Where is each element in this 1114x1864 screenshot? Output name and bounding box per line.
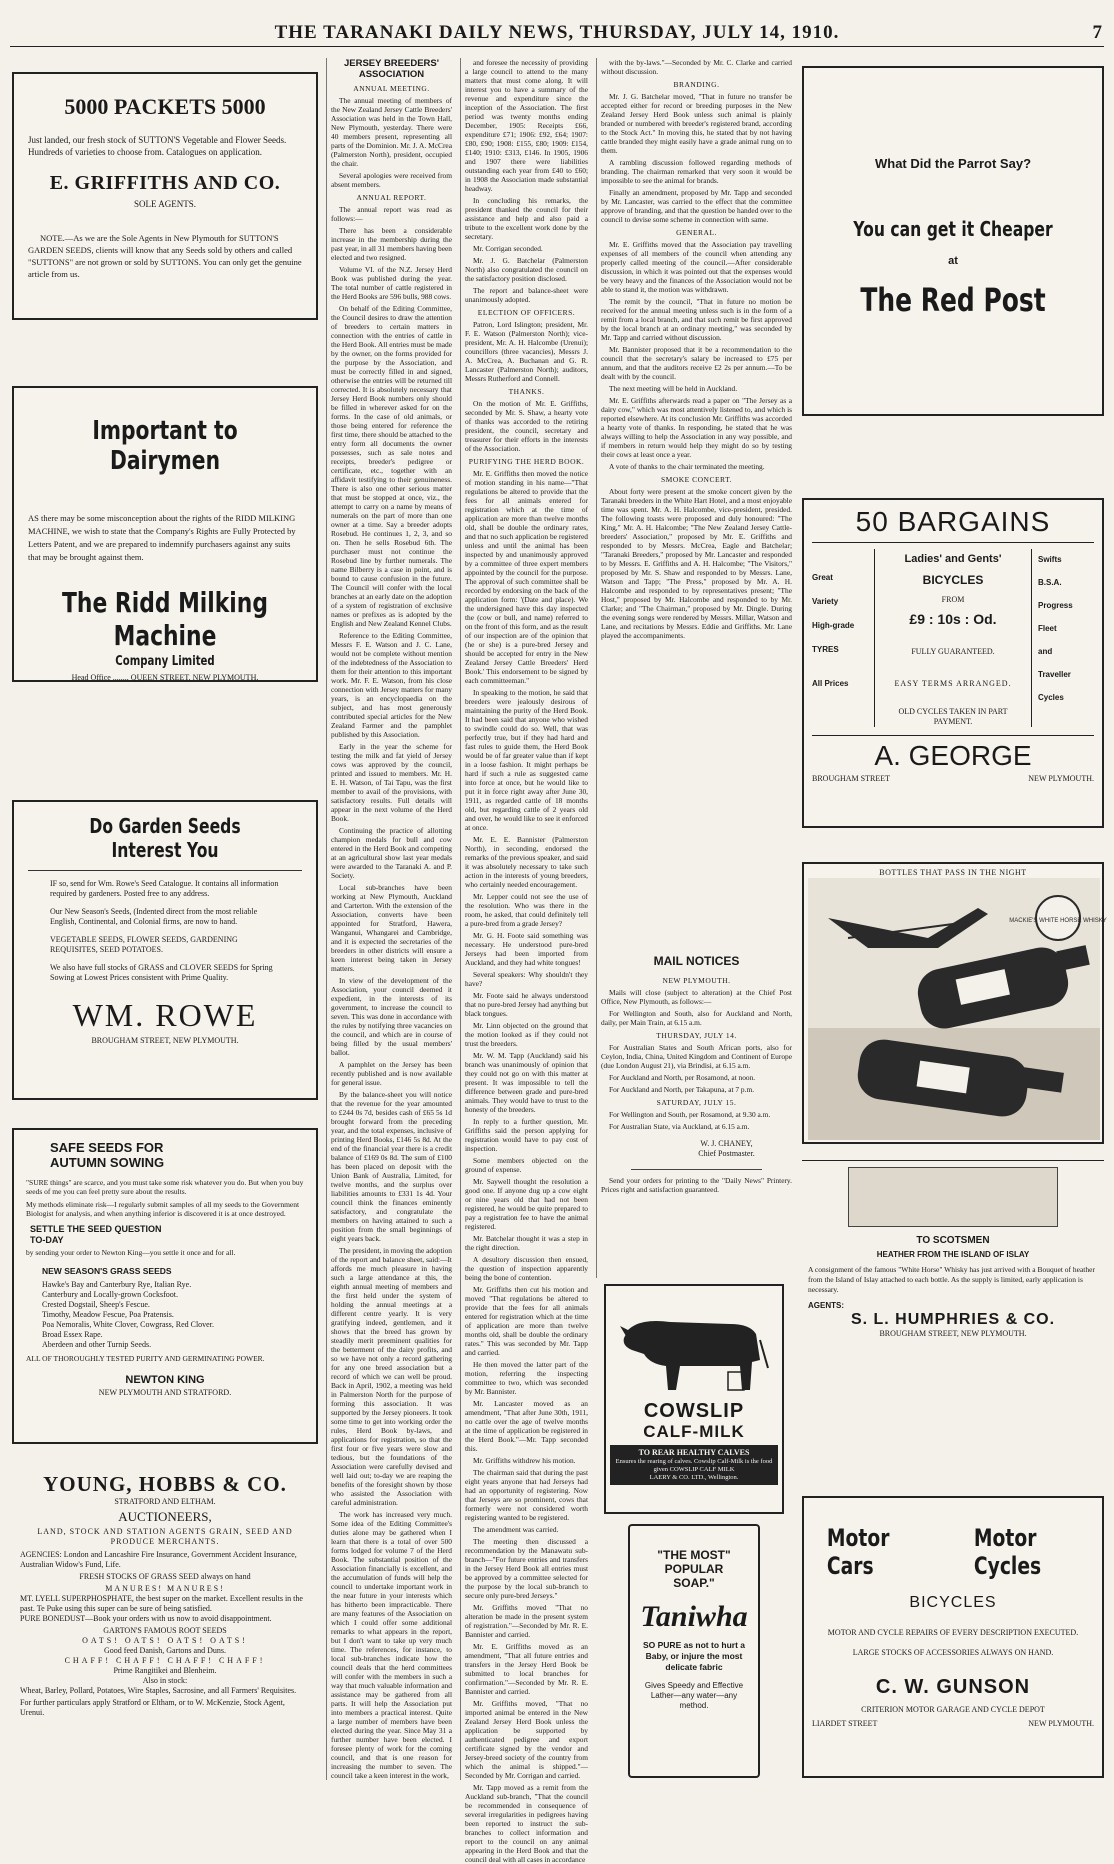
ad-line: LAND, STOCK AND STATION AGENTS GRAIN, SEED AND PRODUCE MERCHANTS. bbox=[37, 1527, 293, 1546]
whisky-tagline: BOTTLES THAT PASS IN THE NIGHT bbox=[879, 868, 1027, 877]
list-item: Canterbury and Locally-grown Cocksfoot. bbox=[42, 1290, 178, 1299]
article-para: Several apologies were received from absent members. bbox=[331, 171, 452, 189]
ad-line: FRESH STOCKS OF GRASS SEED always on hand bbox=[79, 1572, 251, 1581]
article-para: Reference to the Editing Committee, Messrs F. E. Watson and J. C. Lane, would not be complete without mention of the indebtedness of the Association to them for their attention to this important work. Mr. F. E. Watson, from his close connection with Jersey matters for many years, is an encyclopaedia on the subject, and has most generously contributed special articles for the New Zealand Farmer and the pamphlet published by this Association. bbox=[331, 631, 452, 739]
whisky-label: MACKIE'S WHITE HORSE WHISKY bbox=[1009, 918, 1107, 924]
article-para: A vote of thanks to the chair terminated the meeting. bbox=[609, 462, 765, 471]
mail-title: MAIL NOTICES bbox=[653, 954, 740, 968]
article-para: Mr. Saywell thought the resolution a good one. If anyone dug up a cow eight or nine years old that had not been registered, he would be quite prepared to pay a registration fee to have the animal registered. bbox=[465, 1177, 588, 1231]
list-item: High-grade bbox=[812, 621, 855, 630]
list-item: Traveller bbox=[1038, 670, 1071, 679]
guarantee-3: OLD CYCLES TAKEN IN PART PAYMENT. bbox=[898, 707, 1008, 726]
bicycle-right-list bbox=[1032, 549, 1094, 727]
rule bbox=[28, 870, 302, 871]
article-para: A desultory discussion then ensued, the question of inspection apparently being the bone of contention. bbox=[465, 1255, 588, 1282]
list-item: Aberdeen and other Turnip Seeds. bbox=[42, 1340, 152, 1349]
mail-notices bbox=[596, 948, 796, 1278]
soap-para: Gives Speedy and Effective Lather—any water—any method. bbox=[644, 1681, 744, 1710]
list-item: Hawke's Bay and Canterbury Rye, Italian Rye. bbox=[42, 1280, 192, 1289]
postmaster-name: W. J. CHANEY, bbox=[700, 1139, 753, 1148]
product-sub: TO REAR HEALTHY CALVES bbox=[638, 1448, 750, 1457]
list-item: Cycles bbox=[1038, 693, 1064, 702]
article-para: Finally an amendment, proposed by Mr. Tapp and seconded by Mr. Lancaster, was carried to the effect that the committee approve of branding, and that the question be handed over to the council to devise some scheme in connection with same. bbox=[601, 188, 792, 224]
mail-para: For Auckland and North, per Takapuna, at 7 p.m. bbox=[609, 1085, 755, 1094]
ad-sub: HEATHER FROM THE ISLAND OF ISLAY bbox=[876, 1250, 1030, 1259]
heading-motor-cars: Motor Cars bbox=[826, 1524, 890, 1580]
ad-cowslip bbox=[604, 1284, 784, 1514]
soap-head-1: "THE MOST" bbox=[657, 1548, 731, 1562]
article-para: Mr. Bannister proposed that it be a recommendation to the council that the secretary's salary be increased to £75 per annum, and that the auditors receive £2 2s per annum.—To be dealt with by the council. bbox=[601, 345, 792, 381]
printery-notice: Send your orders for printing to the "Daily News" Printery. Prices right and satisfaction guaranteed. bbox=[601, 1176, 792, 1194]
ad-white-horse-whisky bbox=[802, 862, 1107, 1144]
bicycle-left-list bbox=[812, 549, 874, 727]
merchant-name: NEWTON KING bbox=[125, 1374, 205, 1386]
article-para: Mr. J. G. Batchelar (Palmerston North) also congratulated the council on the satisfactory position disclosed. bbox=[465, 256, 588, 283]
ad-para: We also have full stocks of GRASS and CLOVER SEEDS for Spring Sowing at Lowest Prices consistent with Prime Quality. bbox=[50, 963, 273, 982]
page-number: 7 bbox=[1092, 22, 1102, 43]
ad-subhead: SETTLE THE SEED QUESTION TO-DAY bbox=[30, 1224, 162, 1245]
soap-head-3: SOAP." bbox=[673, 1576, 715, 1590]
ad-para: My methods eliminate risk—I regularly submit samples of all my seeds to the Government Biologist for analysis, and when anything inferior is discovered it is at once destroyed. bbox=[26, 1200, 300, 1218]
ad-ridd-milking bbox=[12, 386, 318, 682]
article-title: JERSEY BREEDERS' ASSOCIATION bbox=[343, 58, 439, 80]
product-name-2: CALF-MILK bbox=[643, 1422, 745, 1441]
ad-red-post bbox=[802, 66, 1104, 416]
garage-name: CRITERION MOTOR GARAGE AND CYCLE DEPOT bbox=[861, 1705, 1045, 1714]
article-para: The meeting then discussed a recommendation by the Manawatu sub-branch—"For future entries and transfers in the Jersey Herd Book all entries must be approved by a committee selected for the purpose by the local sub-branch to secure only pure-bred Jerseys." bbox=[465, 1537, 588, 1600]
list-item: Timothy, Meadow Fescue, Poa Pratensis. bbox=[42, 1310, 174, 1319]
list-item: B.S.A. bbox=[1038, 578, 1062, 587]
ad-rowe-seeds bbox=[12, 800, 318, 1100]
mail-day: SATURDAY, JULY 15. bbox=[656, 1098, 737, 1107]
article-subhead: PURIFYING THE HERD BOOK. bbox=[468, 457, 585, 466]
seed-list bbox=[42, 1280, 304, 1350]
firm-role: AUCTIONEERS, bbox=[118, 1509, 212, 1524]
ad-head: TO SCOTSMEN bbox=[916, 1235, 990, 1246]
article-para: The work has increased very much. Some idea of the Editing Committee's duties alone may be gathered when I learn that there is a total of over 500 forms lodged for volume 7 of the Herd Book. The substantial position of the Association financially is excellent, and the accumulation of funds will help the council to undertake important work in the near future in your interests which has hitherto been impracticable. There are many features of the Association on which I could offer some additional remarks to what appears in the report, but I don't want to take up very much time. The references, for instance, to local sub-branches indicate how the council deals that the herd committees will confer with the members in such a way that much valuable information and assistance may be gathered from all parts. It will help the Association put into members a practical interest. Quite a large number of members have been elected during the year. Since May 31 a further number have been elected. I foresee plenty of work for the coming council, and that is one reason for increasing the number to seven. The council take a keen interest in the work, bbox=[331, 1510, 452, 1780]
product-firm: LAERY & CO. LTD., Wellington. bbox=[649, 1474, 739, 1481]
guarantee-2: EASY TERMS ARRANGED. bbox=[894, 679, 1012, 688]
article-para: Volume VI. of the N.Z. Jersey Herd Book was published during the year. The total number of cattle registered in the Herd Books are 596 bulls, 988 cows. bbox=[331, 265, 452, 301]
article-column-3 bbox=[596, 58, 796, 948]
article-para: Several speakers: Why shouldn't they have? bbox=[465, 970, 588, 988]
rule bbox=[631, 1169, 762, 1170]
article-para: Mr. Tapp moved as a remit from the Auckland sub-branch, "That the council be recommended in consequence of several irregularities in pedigrees having been reported to instruct the sub-branches to collect information and report to the council on any animal appearing in the Herd Book and that the council deal with all cases in accordance bbox=[465, 1783, 588, 1864]
article-para: Mr. E. Griffiths afterwards read a paper on "The Jersey as a dairy cow," which was most attentively listened to, and which is reported elsewhere. At its conclusion Mr. Griffiths was accorded a hearty vote of thanks. In responding, he stated that he was always willing to help the Association in any way possible, and if members in return would help they might do so by testing their cows at least once a year. bbox=[601, 396, 792, 459]
list-item: Crested Dogstail, Sheep's Fescue. bbox=[42, 1300, 150, 1309]
bicycle-center bbox=[874, 549, 1032, 727]
list-item: Variety bbox=[812, 597, 839, 606]
article-para: Mr. W. M. Tapp (Auckland) said his branch was unanimously of opinion that they could not go on with this matter at present. It was impossible to tell the difference between grade and pure-bred animals. They would have to trust to the honesty of the breeders. bbox=[465, 1051, 588, 1114]
ad-para: Our New Season's Seeds, (Indented direct from the most reliable English, Continental, and Colonial firms, are now to hand. bbox=[50, 907, 258, 926]
merchant-town: NEW PLYMOUTH. bbox=[1028, 1719, 1094, 1728]
list-item: TYRES bbox=[812, 645, 839, 654]
merchant-name: A. GEORGE bbox=[812, 735, 1094, 772]
article-para: Some members objected on the ground of expense. bbox=[465, 1156, 588, 1174]
ad-headline: 50 BARGAINS bbox=[812, 506, 1094, 543]
article-subhead: BRANDING. bbox=[673, 80, 720, 89]
ad-headline: 5000 PACKETS 5000 bbox=[64, 94, 266, 119]
ad-line: Also in stock: bbox=[142, 1676, 188, 1685]
article-para: Mr. E. Griffiths moved that the Association pay travelling expenses of all members of the council when attending any properly called meeting of the council.—After considerable discussion, in which it was pointed out that the expenses would be very heavy and the finances of the Association would not be able to stand it, the motion was withdrawn. bbox=[601, 240, 792, 294]
firm-name: YOUNG, HOBBS & CO. bbox=[43, 1472, 287, 1496]
mail-place: NEW PLYMOUTH. bbox=[662, 976, 731, 985]
ad-body-2: LARGE STOCKS OF ACCESSORIES ALWAYS ON HAND. bbox=[852, 1648, 1054, 1657]
machine-name: The Ridd Milking Machine bbox=[62, 586, 268, 652]
motor-headings bbox=[812, 1524, 1094, 1580]
article-para: On behalf of the Editing Committee, the Council desires to draw the attention of breeders to certain matters in connection with the entries of cattle in the Herd Book. All entries must be made by the owner, on the forms provided for the purpose by the Association, and must be correctly filled in and signed, otherwise the entries will be returned till corrected. It is absolutely necessary that Jersey Herd Book numbers only should be filled in wherever asked for on the forms. In the case of old animals, or those being entered for reference the first time, there should be attached to the entry form all documents the owner possesses, such as sale notes and receipts, breeder's pedigree or certificate, etc., together with an affidavit testifying to their genuineness. There is also one other serious matter that must be stopped at once, viz., the attempt to carry on a name by means of numerals on the part of more than one owner at a time. Say a breeder adopts Rosebud. He continues 1, 2, 3, and so on. Then he sells Rosebud 6th. The purchaser must not continue the Rosebud line by further numerals. The name Bilberry is a case in point, and is bound to cause confusion in the future. The Council will confer with the local branches at an early date on the adoption of a system of registration of exclusive names or prefixes as is adopted by the English and New Zealand Kennel Clubs. bbox=[331, 304, 452, 628]
article-para: The amendment was carried. bbox=[473, 1525, 559, 1534]
ad-headline-2: AUTUMN SOWING bbox=[50, 1155, 165, 1170]
company: Company Limited bbox=[115, 654, 215, 669]
store-name: The Red Post bbox=[860, 281, 1046, 319]
ad-para: IF so, send for Wm. Rowe's Seed Catalogue. It contains all information required by gardeners. Posted free to any address. bbox=[50, 879, 279, 898]
ad-body: Just landed, our fresh stock of SUTTON'S Vegetable and Flower Seeds. Hundreds of varieties to choose from. Catalogues on application. bbox=[28, 135, 287, 157]
heading-motor-cycles: Motor Cycles bbox=[973, 1524, 1041, 1580]
bicycle-from: FROM bbox=[941, 595, 965, 604]
firm-role: SOLE AGENTS. bbox=[133, 199, 196, 209]
merchant-street: BROUGHAM STREET bbox=[812, 774, 891, 783]
article-para: Mr. Foote said he always understood that no pure-bred Jersey had anything but black tongues. bbox=[465, 991, 588, 1018]
ad-sutton-seeds bbox=[12, 72, 318, 320]
list-item: Poa Nemoralis, White Clover, Cowgrass, Red Clover. bbox=[42, 1320, 214, 1329]
ad-para: "SURE things" are scarce, and you must take some risk whatever you do. But when you buy seeds of me you can feel pretty sure about the results. bbox=[26, 1178, 304, 1196]
article-para: Early in the year the scheme for testing the milk and fat yield of Jersey cows was approved by the council, printed and issued to members. Mr. H. E. H. Watson, of Tai Tapu, was the first member to avail of the provisions, with satisfactory results. Full details will appear in the next volume of the Herd Book. bbox=[331, 742, 452, 823]
article-para: Mr. E. Griffiths moved as an amendment, "That all future entries and transfers in the Jersey Herd Book be submitted to local branches for confirmation."—Seconded by Mr. R. E. Bannister and carried. bbox=[465, 1642, 588, 1696]
product-name: COWSLIP bbox=[643, 1400, 745, 1422]
ad-para: VEGETABLE SEEDS, FLOWER SEEDS, GARDENING REQUISITES, SEED POTATOES. bbox=[50, 935, 238, 954]
article-para: Mr. G. H. Foote said something was necessary. He understood pure-bred Jerseys had been imported from Auckland, and they had white tongues! bbox=[465, 931, 588, 967]
ad-line: PURE BONEDUST—Book your orders with us now to avoid disappointment. bbox=[20, 1614, 272, 1623]
ad-subhead: NEW SEASON'S GRASS SEEDS bbox=[42, 1266, 172, 1276]
ad-line: Prime Rangitikei and Blenheim. bbox=[113, 1666, 217, 1675]
article-para: Mr. E. Griffiths then moved the notice of motion standing in his name—"That regulations be altered to provide that the fees for all animals entered for registration which at the time of application are more than twelve months old, shall be double the ordinary rates, and that no such application be registered unless and until the animal has been inspected by and unanimously approved by a committee of three expert members appointed by the council for the purpose. The approval of such committee shall be recorded by endorsing on the back of the application form: '(Date and place). We the undersigned have this day inspected the (cow or bull, and name) referred to on the front of this form, and as the result of our inspection are of the opinion that (he or she) is a pure-bred Jersey and should be accepted for entry in the New Zealand Jersey Cattle Breeders' Herd Book.' This endorsement to be signed by each committeeman." bbox=[465, 469, 588, 685]
article-para: Mr. Griffiths withdrew his motion. bbox=[473, 1456, 576, 1465]
mail-para: Mails will close (subject to alteration) at the Chief Post Office, New Plymouth, as follows:— bbox=[601, 988, 792, 1006]
article-subhead: SMOKE CONCERT. bbox=[661, 475, 732, 484]
article-column-2 bbox=[460, 58, 592, 1864]
list-item: and bbox=[1038, 647, 1053, 656]
article-para: Mr. Lepper could not see the use of the resolution. Who was there in the room, he asked, that could definitely tell a pure-bred from a grade Jersey? bbox=[465, 892, 588, 928]
head-office: Head Office ........ QUEEN STREET, NEW PLYMOUTH. bbox=[71, 673, 259, 682]
merchant-address bbox=[812, 774, 1094, 784]
newspaper-title: THE TARANAKI DAILY NEWS, THURSDAY, JULY 14, 1910. bbox=[274, 22, 840, 43]
ad-line: OATS! OATS! OATS! OATS! bbox=[82, 1636, 248, 1645]
merchant-street: LIARDET STREET bbox=[812, 1719, 878, 1728]
ad-agents: AGENTS: bbox=[808, 1301, 844, 1310]
list-item: Progress bbox=[1038, 601, 1073, 610]
article-para: Patron, Lord Islington; president, Mr. F. E. Watson (Palmerston North); vice-president, Mr. A. H. Halcombe (Urenui); councillors (three vacancies), Messrs J. A. McCrea, A. Buchanan and G. R. Lancaster (Palmerston North); auditors, Messrs Rutherford and Connell. bbox=[465, 320, 588, 383]
article-para: In reply to a further question, Mr. Griffiths said the person applying for registration would have to pay cost of inspection. bbox=[465, 1117, 588, 1153]
ad-note: NOTE.—As we are the Sole Agents in New Plymouth for SUTTON'S GARDEN SEEDS, clients will know that any Seeds sold by others and called "SUTTONS" are not grown or sold by SUTTONS. You can only get the genuine article from us. bbox=[28, 233, 302, 279]
article-column-1 bbox=[326, 58, 456, 1780]
article-para: Mr. Lancaster moved as an amendment, "That after June 30th, 1911, no cattle over the age of twelve months at the time of application be registered in the Herd Book."—Mr. Tapp seconded this. bbox=[465, 1399, 588, 1453]
bicycle-grid bbox=[812, 549, 1094, 727]
mail-para: For Wellington and South, also for Auckland and North, daily, per Main Train, at 6.15 a.m. bbox=[601, 1009, 792, 1027]
ad-body: MOTOR AND CYCLE REPAIRS OF EVERY DESCRIPTION EXECUTED. bbox=[827, 1628, 1079, 1637]
list-item: Broad Essex Rape. bbox=[42, 1330, 103, 1339]
ad-taniwha bbox=[628, 1524, 760, 1778]
ad-line: For further particulars apply Stratford or Eltham, or to W. McKenzie, Stock Agent, Urenui. bbox=[20, 1698, 285, 1717]
ad-line: Good feed Danish, Gartons and Duns. bbox=[104, 1646, 226, 1655]
ad-george-bicycles bbox=[802, 498, 1104, 828]
ad-humphries-whisky bbox=[802, 1160, 1104, 1360]
product-body: Ensures the rearing of calves. Cowslip Calf-Milk is the food given COWSLIP CALF MILK bbox=[615, 1458, 773, 1473]
bicycle-item: BICYCLES bbox=[922, 573, 984, 587]
ad-young-hobbs bbox=[12, 1466, 318, 1778]
ad-para: by sending your order to Newton King—you settle it once and for all. bbox=[26, 1248, 236, 1257]
masthead bbox=[0, 0, 1114, 50]
merchant-address: BROUGHAM STREET, NEW PLYMOUTH. bbox=[91, 1036, 239, 1045]
mail-para: For Auckland and North, per Rosamond, at noon. bbox=[609, 1073, 756, 1082]
article-para: He then moved the latter part of the motion, referring the inspecting committee to two, which was seconded by Mr. Bannister. bbox=[465, 1360, 588, 1396]
ad-body: AS there may be some misconception about the rights of the RIDD MILKING MACHINE, we wish to state that the Company's Rights are Fully Protected by Letters Patent, and we are prepared to indemnify purchasers against any suits that may be brought against them. bbox=[28, 513, 296, 562]
product-panel bbox=[610, 1445, 778, 1485]
soap-head-2: POPULAR bbox=[664, 1562, 724, 1576]
list-item: Swifts bbox=[1038, 555, 1062, 564]
article-para: The chairman said that during the past eight years anyone that had Jerseys had had an opportunity of registering. Now that Jerseys are so prominent, cows that formerly were not considered worth registering wanted to be registered. bbox=[465, 1468, 588, 1522]
article-para: By the balance-sheet you will notice that the revenue for the year amounted to £244 0s 7d, besides cash of £65 5s 1d brought forward from the preceding year, and the total expenses, inclusive of printing Herd Books, £146 5s 8d. At the end of the financial year there is a credit balance of £169 0s 8d. The sum of £100 has been placed on deposit with the Union Bank of Australia, Limited, for twelve months, and the surplus over liabilities amounts to £331 1s 4d. Your council think the finances eminently satisfactory, and congratulate the members on having attained to such a position from the small beginnings of eight years back. bbox=[331, 1090, 452, 1243]
ad-line: GARTON'S FAMOUS ROOT SEEDS bbox=[103, 1626, 227, 1635]
article-para: Local sub-branches have been working at New Plymouth, Auckland and Carterton. With the extension of the Association, converts have been appointed for Stratford, Hawera, Wanganui, Whangarei and Cambridge, and it is expected the secretaries of the breeders in other districts will ensure a keen interest being taken in Jersey matters. bbox=[331, 883, 452, 973]
firm-name: E. GRIFFITHS AND CO. bbox=[49, 172, 281, 194]
article-para: The president, in moving the adoption of the report and balance sheet, said:—It affords me much pleasure in having such a large attendance at this, the eighth annual meeting of members and the first held under the system of holding the annual meetings at a different centre yearly. It is very gratifying indeed, gentlemen, and it shows that the breed has grown by steadily merit preeminent qualities for the betterment of the dairy profits, and so we have not only a record gathering for any one breed association but a record of which we can well be proud. Back in April, 1902, a meeting was held in Palmerston North for the purpose of forming this association. It was supported by the Jersey pioneers. It took some time to get into working order the rules, Herd Book by-laws, and applications for registration, so that the first four or five years were slow and tedious, but the foundations of the Association were carefully devised and well laid out; to-day we are reaping the benefits of the foresight shown by those who assisted the Association with careful administration. bbox=[331, 1246, 452, 1507]
ad-line: AGENCIES: London and Lancashire Fire Insurance, Government Accident Insurance, Australian Widow's Fund, Life. bbox=[20, 1550, 297, 1569]
ad-line: CHAFF! CHAFF! CHAFF! CHAFF! bbox=[64, 1656, 266, 1665]
article-para: and foresee the necessity of providing a large council to attend to the many matters that must come along. It will interest you to have a summary of the revenue and expenditure since the inception of the Association. The first period was twenty months ending December, 1905: Receipts £66, expenditure £71; 1906: £92, £64; 1907: £80, £90; 1908: £155, £80; 1909: £154, £140; 1910: £313, £146. In 1905, 1906 and 1907 there were liabilities outstanding each year from £40 to £60; in 1908 the Association made substantial headway. bbox=[465, 58, 588, 193]
article-para: Mr. Linn objected on the ground that the motion looked as if they could not trust the breeders. bbox=[465, 1021, 588, 1048]
parrot-answer: You can get it Cheaper bbox=[853, 217, 1053, 241]
ad-gunson-motors bbox=[802, 1496, 1104, 1778]
ad-line: MT. LYELL SUPERPHOSPHATE, the best super on the market. Excellent results in the past. Te Puke using this super can be sure of being satisfied. bbox=[20, 1594, 303, 1613]
merchant-address: BROUGHAM STREET, NEW PLYMOUTH. bbox=[879, 1329, 1027, 1338]
merchant-address bbox=[812, 1719, 1094, 1729]
article-para: The annual meeting of members of the New Zealand Jersey Cattle Breeders' Association was held in the Town Hall, New Plymouth, yesterday. There were 40 members present, representing all parts of the Dominion. Mr. J. A. McCrea (Palmerston North), president, occupied the chair. bbox=[331, 96, 452, 168]
article-para: About forty were present at the smoke concert given by the Taranaki breeders in the White Hart Hotel, and a most enjoyable time was spent. Mr. A. H. Halcombe, vice-president, presided. The following toasts were proposed and duly honoured: "The King," Mr. A. H. Halcombe; "The New Zealand Jersey Cattle-breeders' Association," proposed by Mr. E. Griffiths and responded to by Messrs. McCrea, Eagle and Batchelar; "Taranaki Breeders," proposed by Mr. Lancaster and responded to by Messrs. E. Griffiths and A. H. Halcombe; "The Visitors," proposed by Mr. S. Shaw and responded to by Messrs. Lane, Watson and Tapp; "The Press," proposed by Mr. A. H. Halcombe and responded to by representatives present; "The Host," proposed by Mr. Halcombe and responded to by Mr. Clarke; and "The Chairman," proposed by Mr. Dingle. During the evening songs were rendered by Messrs. Millar, Watson and Lane, and recitations by Messrs. Eddie and Griffiths. Mr. Lane played the accompaniments. bbox=[601, 487, 792, 640]
ad-headline: Important to Dairymen bbox=[92, 416, 238, 476]
merchant-name: WM. ROWE bbox=[72, 997, 258, 1033]
article-para: The next meeting will be held in Auckland. bbox=[609, 384, 738, 393]
guarantee-1: FULLY GUARANTEED. bbox=[911, 647, 995, 656]
list-item: Great bbox=[812, 573, 833, 582]
article-para: There has been a considerable increase in the membership during the past year, in all 31 members having been elected and two resigned. bbox=[331, 226, 452, 262]
article-para: In speaking to the motion, he said that breeders were jealously desirous of maintaining the purity of the Herd Book. It had been said that anyone who wished to swindle could do so. Well, that was perfectly true, but if they had hard and fast rules to guide them, the Herd Book would be of far greater value than if kept in a loose fashion. It might perhaps be hard if such a rule as suggested came into force at once, but he would like to put it in force right away after June 30, 1911, as regarded cattle of 18 months old, but regarding cattle of 2 years old and over, he would like to see it enforced at once. bbox=[465, 688, 588, 832]
parrot-question: What Did the Parrot Say? bbox=[874, 156, 1032, 171]
article-para: Mr. Griffiths then cut his motion and moved "That regulations be altered to provide that the fees for all animals entered for registration which at the time of application are more than twelve months old, shall be double the ordinary rates." This was seconded by Mr. Tapp and carried. bbox=[465, 1285, 588, 1357]
article-para: Continuing the practice of allotting champion medals for bull and cow entered in the Herd Book and competing at an agricultural show last year medals were awarded to the Taranaki A. and P. Society. bbox=[331, 826, 452, 880]
heading-bicycles: BICYCLES bbox=[909, 1594, 997, 1611]
bicycle-price: £9 : 10s : Od. bbox=[909, 611, 997, 627]
list-item: All Prices bbox=[812, 679, 849, 688]
masthead-rule bbox=[10, 46, 1104, 47]
illustration-banner bbox=[848, 1167, 1058, 1227]
article-para: The remit by the council, "That in future no motion be received for the annual meeting unless such is in the form of a remit from a local branch, and that such remit be first approved by the local branch at an ordinary meeting," was seconded by Mr. Tapp and carried without discussion. bbox=[601, 297, 792, 342]
merchant-address: NEW PLYMOUTH AND STRATFORD. bbox=[98, 1388, 232, 1397]
article-subhead: ELECTION OF OFFICERS. bbox=[477, 308, 576, 317]
soap-para: SO PURE as not to hurt a Baby, or injure the most delicate fabric bbox=[642, 1640, 745, 1672]
mail-para: For Australian States and South African ports, also for Ceylon, India, China, United Kingdom and Continent of Europe (due London August 21), via Brindisi, at 6.15 a.m. bbox=[601, 1043, 792, 1070]
article-para: Mr. E. E. Bannister (Palmerston North), in seconding, endorsed the remarks of the previous speaker, and said it was absolutely necessary to take such action in the interests of young breeders, who certainly needed encouragement. bbox=[465, 835, 588, 889]
article-subhead: GENERAL. bbox=[676, 228, 717, 237]
parrot-at: at bbox=[948, 255, 958, 267]
firm-location: STRATFORD AND ELTHAM. bbox=[114, 1497, 216, 1506]
article-para: Mr. Griffiths moved, "That no imported animal be entered in the New Zealand Jersey Herd Book unless the application be supported by authenticated pedigree and export certificate signed by the vendor and Jersey-breed society of the country from which the animal is shipped."—Seconded by Mr. Corrigan and carried. bbox=[465, 1699, 588, 1780]
merchant-name: S. L. HUMPHRIES & CO. bbox=[850, 1311, 1056, 1328]
mail-para: For Wellington and South, per Rosamond, at 9.30 a.m. bbox=[609, 1110, 771, 1119]
article-para: In view of the development of the Association, your council deemed it expedient, in the interests of its government, to increase the council to seven. This was done in accordance with the rules by notifying three vacancies on the council, and which are in course of being filled by the usual members' ballot. bbox=[331, 976, 452, 1057]
ad-line: Wheat, Barley, Pollard, Potatoes, Wire Staples, Sacrosine, and all Farmers' Requisites. bbox=[20, 1686, 297, 1695]
ad-guarantee: ALL OF THOROUGHLY TESTED PURITY AND GERMINATING POWER. bbox=[26, 1354, 265, 1363]
article-subhead: THANKS. bbox=[508, 387, 545, 396]
article-para: A rambling discussion followed regarding methods of branding. The chairman remarked that very soon it would be impossible to see the animal for brands. bbox=[601, 158, 792, 185]
article-para: The annual report was read as follows:— bbox=[331, 205, 452, 223]
article-para: The report and balance-sheet were unanimously adopted. bbox=[465, 286, 588, 304]
article-para: Mr. Corrigan seconded. bbox=[473, 244, 543, 253]
article-para: A pamphlet on the Jersey has been recently published and is now available for general issue. bbox=[331, 1060, 452, 1087]
ad-body: A consignment of the famous "White Horse" Whisky has just arrived with a Bouquet of heather from the Island of Islay attached to each bottle. As the supply is limited, early application is necessary. bbox=[808, 1265, 1095, 1294]
ad-headline: Do Garden Seeds Interest You bbox=[89, 814, 241, 862]
mail-para: For Australian State, via Auckland, at 6.15 a.m. bbox=[609, 1122, 750, 1131]
ad-newton-king bbox=[12, 1128, 318, 1444]
ad-headline-1: SAFE SEEDS FOR bbox=[50, 1140, 164, 1155]
article-para: Mr. J. G. Batchelar moved, "That in future no transfer be accepted either for record or breeding purposes in the New Zealand Jersey Herd Book unless such animal is plainly branded or numbered with breeder's registered brand, according to the Stock Act." In moving this, he stated that by not having cattle branded they might easily have a grade animal rung on to them. bbox=[601, 92, 792, 155]
merchant-town: NEW PLYMOUTH. bbox=[1028, 774, 1094, 783]
ad-line: MANURES! MANURES! bbox=[105, 1584, 225, 1593]
bicycle-sub: Ladies' and Gents' bbox=[904, 553, 1002, 565]
article-subtitle: ANNUAL MEETING. bbox=[353, 84, 430, 93]
postmaster-role: Chief Postmaster. bbox=[698, 1149, 755, 1158]
article-para: In concluding his remarks, the president thanked the council for their assistance and help and also paid a tribute to the excellent work done by the secretary. bbox=[465, 196, 588, 241]
soap-brand: Taniwha bbox=[640, 1600, 748, 1633]
article-subhead: ANNUAL REPORT. bbox=[356, 193, 427, 202]
cow-illustration bbox=[610, 1290, 780, 1400]
whisky-bottles-illustration bbox=[808, 878, 1107, 1140]
article-para: with the by-laws."—Seconded by Mr. C. Clarke and carried without discussion. bbox=[601, 58, 792, 76]
list-item: Fleet bbox=[1038, 624, 1057, 633]
merchant-name: C. W. GUNSON bbox=[875, 1676, 1031, 1698]
mail-day: THURSDAY, JULY 14. bbox=[656, 1031, 737, 1040]
article-para: On the motion of Mr. E. Griffiths, seconded by Mr. S. Shaw, a hearty vote of thanks was accorded to the retiring president, the council, secretary and treasurer for their efforts in the interests of the Association. bbox=[465, 399, 588, 453]
article-para: Mr. Batchelar thought it was a step in the right direction. bbox=[465, 1234, 588, 1252]
article-para: Mr. Griffiths moved "That no alteration be made in the present system of registration."—Seconded by Mr. R. E. Bannister and carried. bbox=[465, 1603, 588, 1639]
